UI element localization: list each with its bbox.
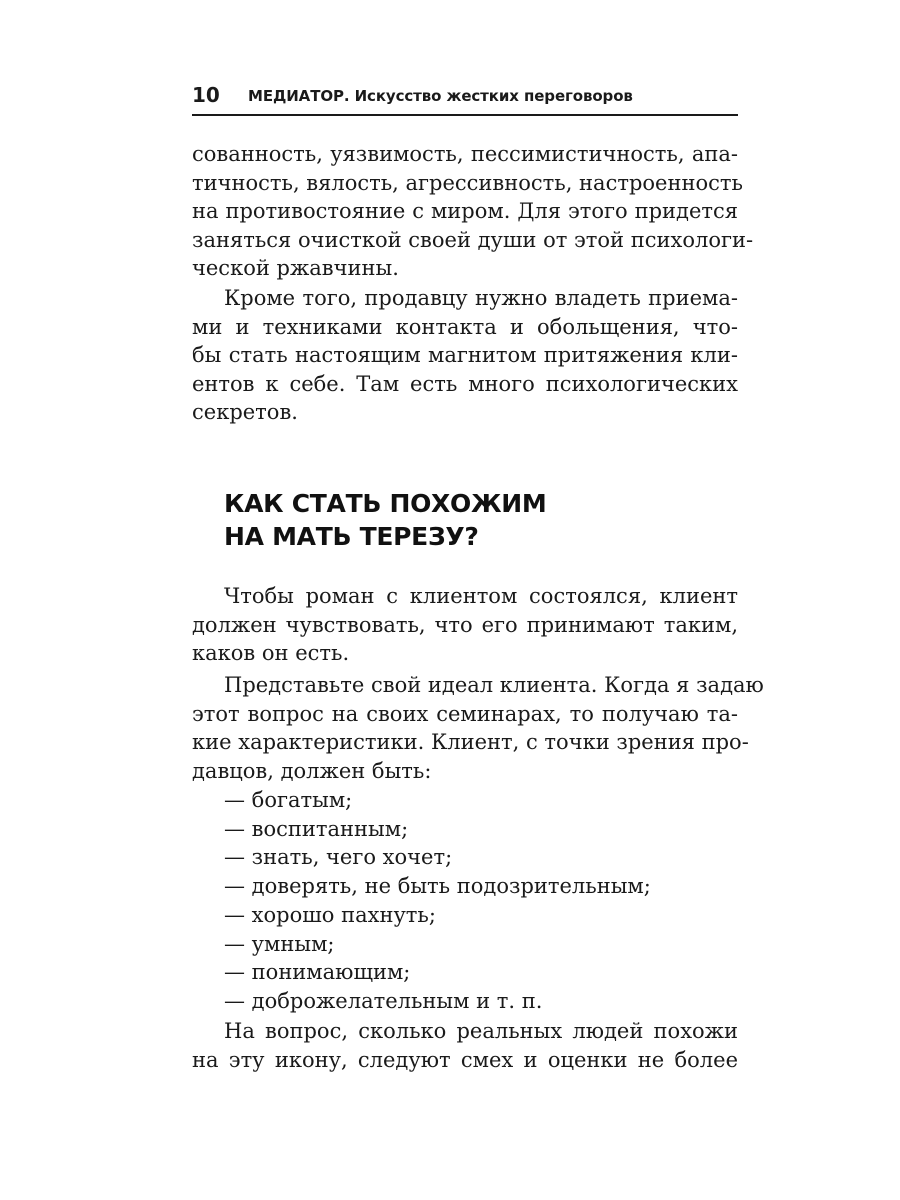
paragraph-seller-techniques xyxy=(192,284,738,427)
list-item: — умным; xyxy=(224,931,335,956)
section-heading-line: КАК СТАТЬ ПОХОЖИМ xyxy=(224,489,547,518)
list-item: — понимающим; xyxy=(224,960,411,985)
text-line: должен чувствовать, что его принимают таким, xyxy=(192,612,738,637)
text-line: ческой ржавчины. xyxy=(192,256,399,280)
text-line: на эту икону, следуют смех и оценки не более xyxy=(192,1047,738,1072)
page-number: 10 xyxy=(192,83,220,107)
text-line: сованность, уязвимость, пессимистичность, апа- xyxy=(192,142,738,166)
list-item: — хорошо пахнуть; xyxy=(224,902,436,927)
text-line: каков он есть. xyxy=(192,641,350,665)
text-line: Представьте свой идеал клиента. Когда я задаю xyxy=(224,673,764,697)
text-line: на противостояние с миром. Для этого придется xyxy=(192,199,738,223)
list-item: — доброжелательным и т. п. xyxy=(224,988,543,1013)
text-line: заняться очисткой своей души от этой психологи- xyxy=(192,227,754,252)
section-heading xyxy=(224,487,724,553)
paragraph-question-icon xyxy=(192,1017,738,1074)
text-line: ми и техниками контакта и обольщения, что- xyxy=(192,314,738,339)
text-line: бы стать настоящим магнитом притяжения кли- xyxy=(192,343,738,367)
book-title: МЕДИАТОР. Искусство жестких переговоров xyxy=(248,87,633,105)
list-item: — знать, чего хочет; xyxy=(224,845,453,870)
paragraph-ideal-client xyxy=(192,671,764,785)
text-line: секретов. xyxy=(192,400,298,424)
paragraph-romance-with-client xyxy=(192,582,738,668)
section-heading-line: НА МАТЬ ТЕРЕЗУ? xyxy=(224,522,479,551)
text-line: Чтобы роман с клиентом состоялся, клиент xyxy=(224,584,738,608)
client-traits-list xyxy=(224,786,651,1016)
list-item: — доверять, не быть подозрительным; xyxy=(224,874,651,899)
running-head xyxy=(192,80,738,116)
paragraph-continuation xyxy=(192,140,754,283)
text-line: кие характеристики. Клиент, с точки зрения про- xyxy=(192,730,749,754)
text-line: этот вопрос на своих семинарах, то получаю та- xyxy=(192,701,738,726)
book-page xyxy=(192,0,764,1200)
list-item: — воспитанным; xyxy=(224,816,409,841)
text-line: Кроме того, продавцу нужно владеть приема- xyxy=(224,286,738,310)
text-line: тичность, вялость, агрессивность, настроенность xyxy=(192,170,743,195)
text-line: давцов, должен быть: xyxy=(192,758,432,783)
text-line: На вопрос, сколько реальных людей похожи xyxy=(224,1019,738,1043)
text-line: ентов к себе. Там есть много психологических xyxy=(192,371,738,396)
list-item: — богатым; xyxy=(224,788,353,812)
